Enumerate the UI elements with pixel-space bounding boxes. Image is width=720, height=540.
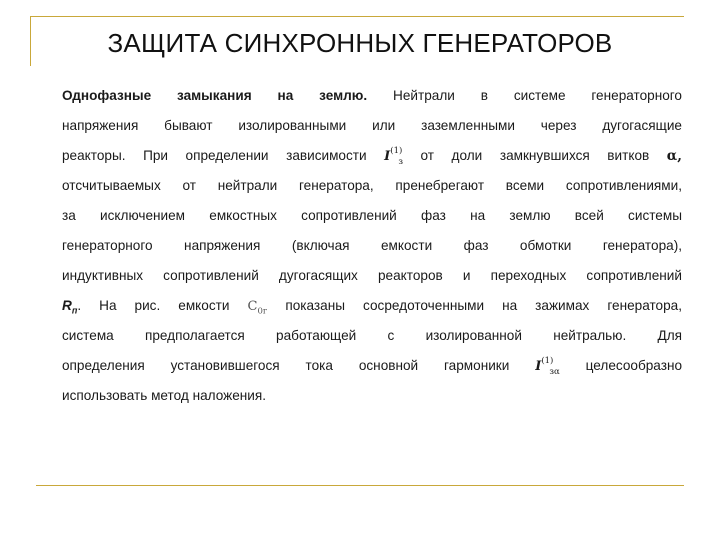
- resistance-letter: R: [62, 298, 72, 313]
- formula2-subscript: зα: [549, 366, 560, 377]
- top-divider: [30, 16, 684, 17]
- text-line-6: генераторного напряжения (включая емкости фаз обмотки генератора),: [62, 238, 682, 253]
- line-10-text-a: определения установившегося тока основной гармоники: [62, 358, 510, 373]
- bottom-divider: [36, 485, 684, 486]
- text-line-1: [62, 81, 682, 111]
- line-3-text-a: реакторы. При определении зависимости: [62, 148, 367, 163]
- formula-subscript: з: [398, 156, 403, 167]
- line-8-text-b: показаны сосредоточенными на зажимах генератора,: [285, 298, 683, 313]
- line-3-text-b: от доли замкнувшихся витков: [420, 148, 650, 163]
- line-1-text: Нейтрали в системе генераторного: [393, 88, 682, 103]
- text-line-2: напряжения бывают изолированными или заземленными через дугогасящие: [62, 118, 682, 133]
- capacitance-symbol: [247, 299, 268, 317]
- text-line-8: [62, 291, 682, 321]
- line-10-text-b: целесообразно: [585, 358, 683, 373]
- text-line-7: индуктивных сопротивлений дугогасящих реакторов и переходных сопротивлений: [62, 268, 682, 283]
- formula-i-symbol: I: [384, 148, 391, 164]
- slide-title: ЗАЩИТА СИНХРОННЫХ ГЕНЕРАТОРОВ: [107, 28, 613, 58]
- steady-current-formula: [535, 357, 560, 377]
- text-line-3: [62, 141, 682, 171]
- formula2-superscript: (1): [541, 355, 554, 366]
- text-line-9: система предполагается работающей с изолированной нейтралью. Для: [62, 328, 682, 343]
- capacitance-letter: C: [247, 299, 258, 314]
- fault-current-formula: [384, 147, 403, 167]
- text-line-11: использовать метод наложения.: [62, 388, 267, 403]
- capacitance-subscript: 0г: [257, 306, 268, 317]
- line-8-text-a: . На рис. емкости: [77, 298, 230, 313]
- alpha-symbol: α,: [666, 148, 682, 164]
- text-line-10: [62, 351, 682, 381]
- text-line-5: за исключением емкостных сопротивлений фаз на землю всей системы: [62, 208, 682, 223]
- resistance-subscript: п: [71, 305, 78, 316]
- formula-superscript: (1): [390, 145, 403, 156]
- formula2-i-symbol: I: [535, 358, 542, 374]
- body-paragraph: [62, 81, 682, 411]
- text-line-4: отсчитываемых от нейтрали генератора, пренебрегают всеми сопротивлениями,: [62, 178, 682, 193]
- resistance-symbol: [62, 298, 78, 316]
- lead-phrase: Однофазные замыкания на землю.: [62, 88, 368, 103]
